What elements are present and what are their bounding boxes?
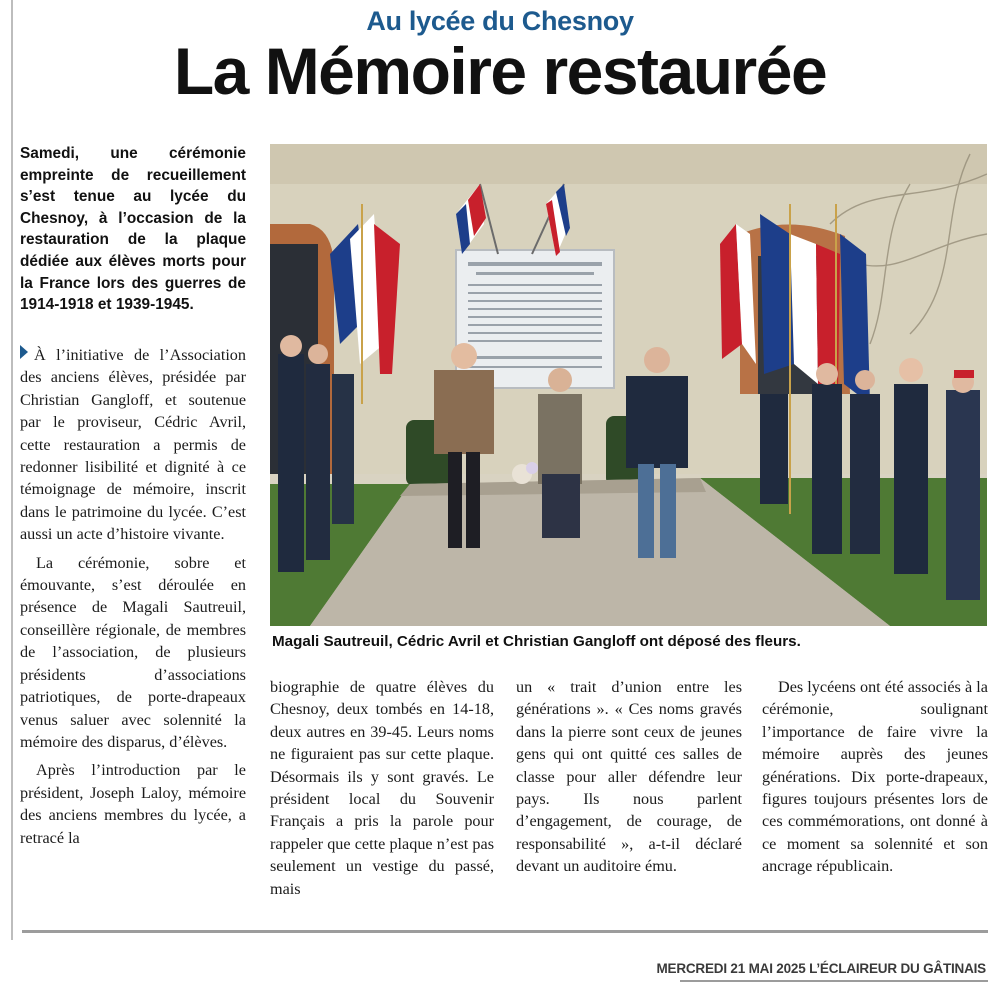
- page-footer: MERCREDI 21 MAI 2025 L’ÉCLAIREUR DU GÂTINAIS: [656, 961, 986, 976]
- article-column-2: [270, 676, 494, 900]
- page-bottom-rule: [22, 930, 988, 933]
- article-headline: La Mémoire restaurée: [173, 34, 827, 108]
- photo-caption: Magali Sautreuil, Cédric Avril et Christian Gangloff ont déposé des fleurs.: [272, 633, 801, 650]
- footer-underline: [680, 980, 988, 982]
- article-kicker: Au lycée du Chesnoy: [366, 6, 634, 36]
- article-lead: Samedi, une cérémonie empreinte de recueillement s’est tenue au lycée du Chesnoy, à l’occasion de la restauration de la plaque dédiée aux élèves morts pour la France lors des guerres de 1914-1918 et 1939-1945.: [20, 145, 246, 314]
- paragraph: biographie de quatre élèves du Chesnoy, deux tombés en 14-18, deux autres en 39-45. Leurs noms ne figuraient pas sur cette plaque. Désormais ils y sont gravés. Le président local du Souvenir Français a pris la parole pour rappeler que cette plaque n’est pas seulement un vestige du passé, mais: [270, 678, 494, 898]
- article-column-4: [762, 676, 988, 878]
- paragraph: Des lycéens ont été associés à la cérémonie, soulignant l’importance de faire vivre la mémoire auprès des jeunes générations. Dix porte-drapeaux, figures toujours présentes lors de ces commémorations, ont donné à ce moment sa solennité et son ancrage républicain.: [762, 678, 988, 876]
- article-photo: [270, 144, 987, 626]
- article-column-1: [20, 344, 246, 849]
- article-column-3: [516, 676, 742, 878]
- paragraph: À l’initiative de l’Association des anciens élèves, présidée par Christian Gangloff, et soutenue par le proviseur, Cédric Avril, cette restauration a permis de redonner lisibilité et dignité à ce témoignage de mémoire, inscrit dans le patrimoine du lycée. C’est aussi un acte d’histoire vivante.: [20, 346, 246, 544]
- paragraph: un « trait d’union entre les générations ». « Ces noms gravés dans la pierre sont ceux de jeunes gens qui ont quitté ces salles de classe pour aller défendre leur pays. Ils nous parlent d’engagement, de courage, de responsabilité », a-t-il déclaré devant un auditoire ému.: [516, 678, 742, 876]
- left-column-rule: [11, 0, 13, 940]
- paragraph-bullet-icon: [20, 345, 28, 359]
- paragraph: Après l’introduction par le président, Joseph Laloy, mémoire des anciens membres du lycée, a retracé la: [20, 761, 246, 847]
- paragraph: La cérémonie, sobre et émouvante, s’est déroulée en présence de Magali Sautreuil, conseillère régionale, de membres de l’association, de plusieurs présidents d’associations patriotiques, de porte-drapeaux venus saluer avec solennité la mémoire des disparus, d’élèves.: [20, 553, 246, 751]
